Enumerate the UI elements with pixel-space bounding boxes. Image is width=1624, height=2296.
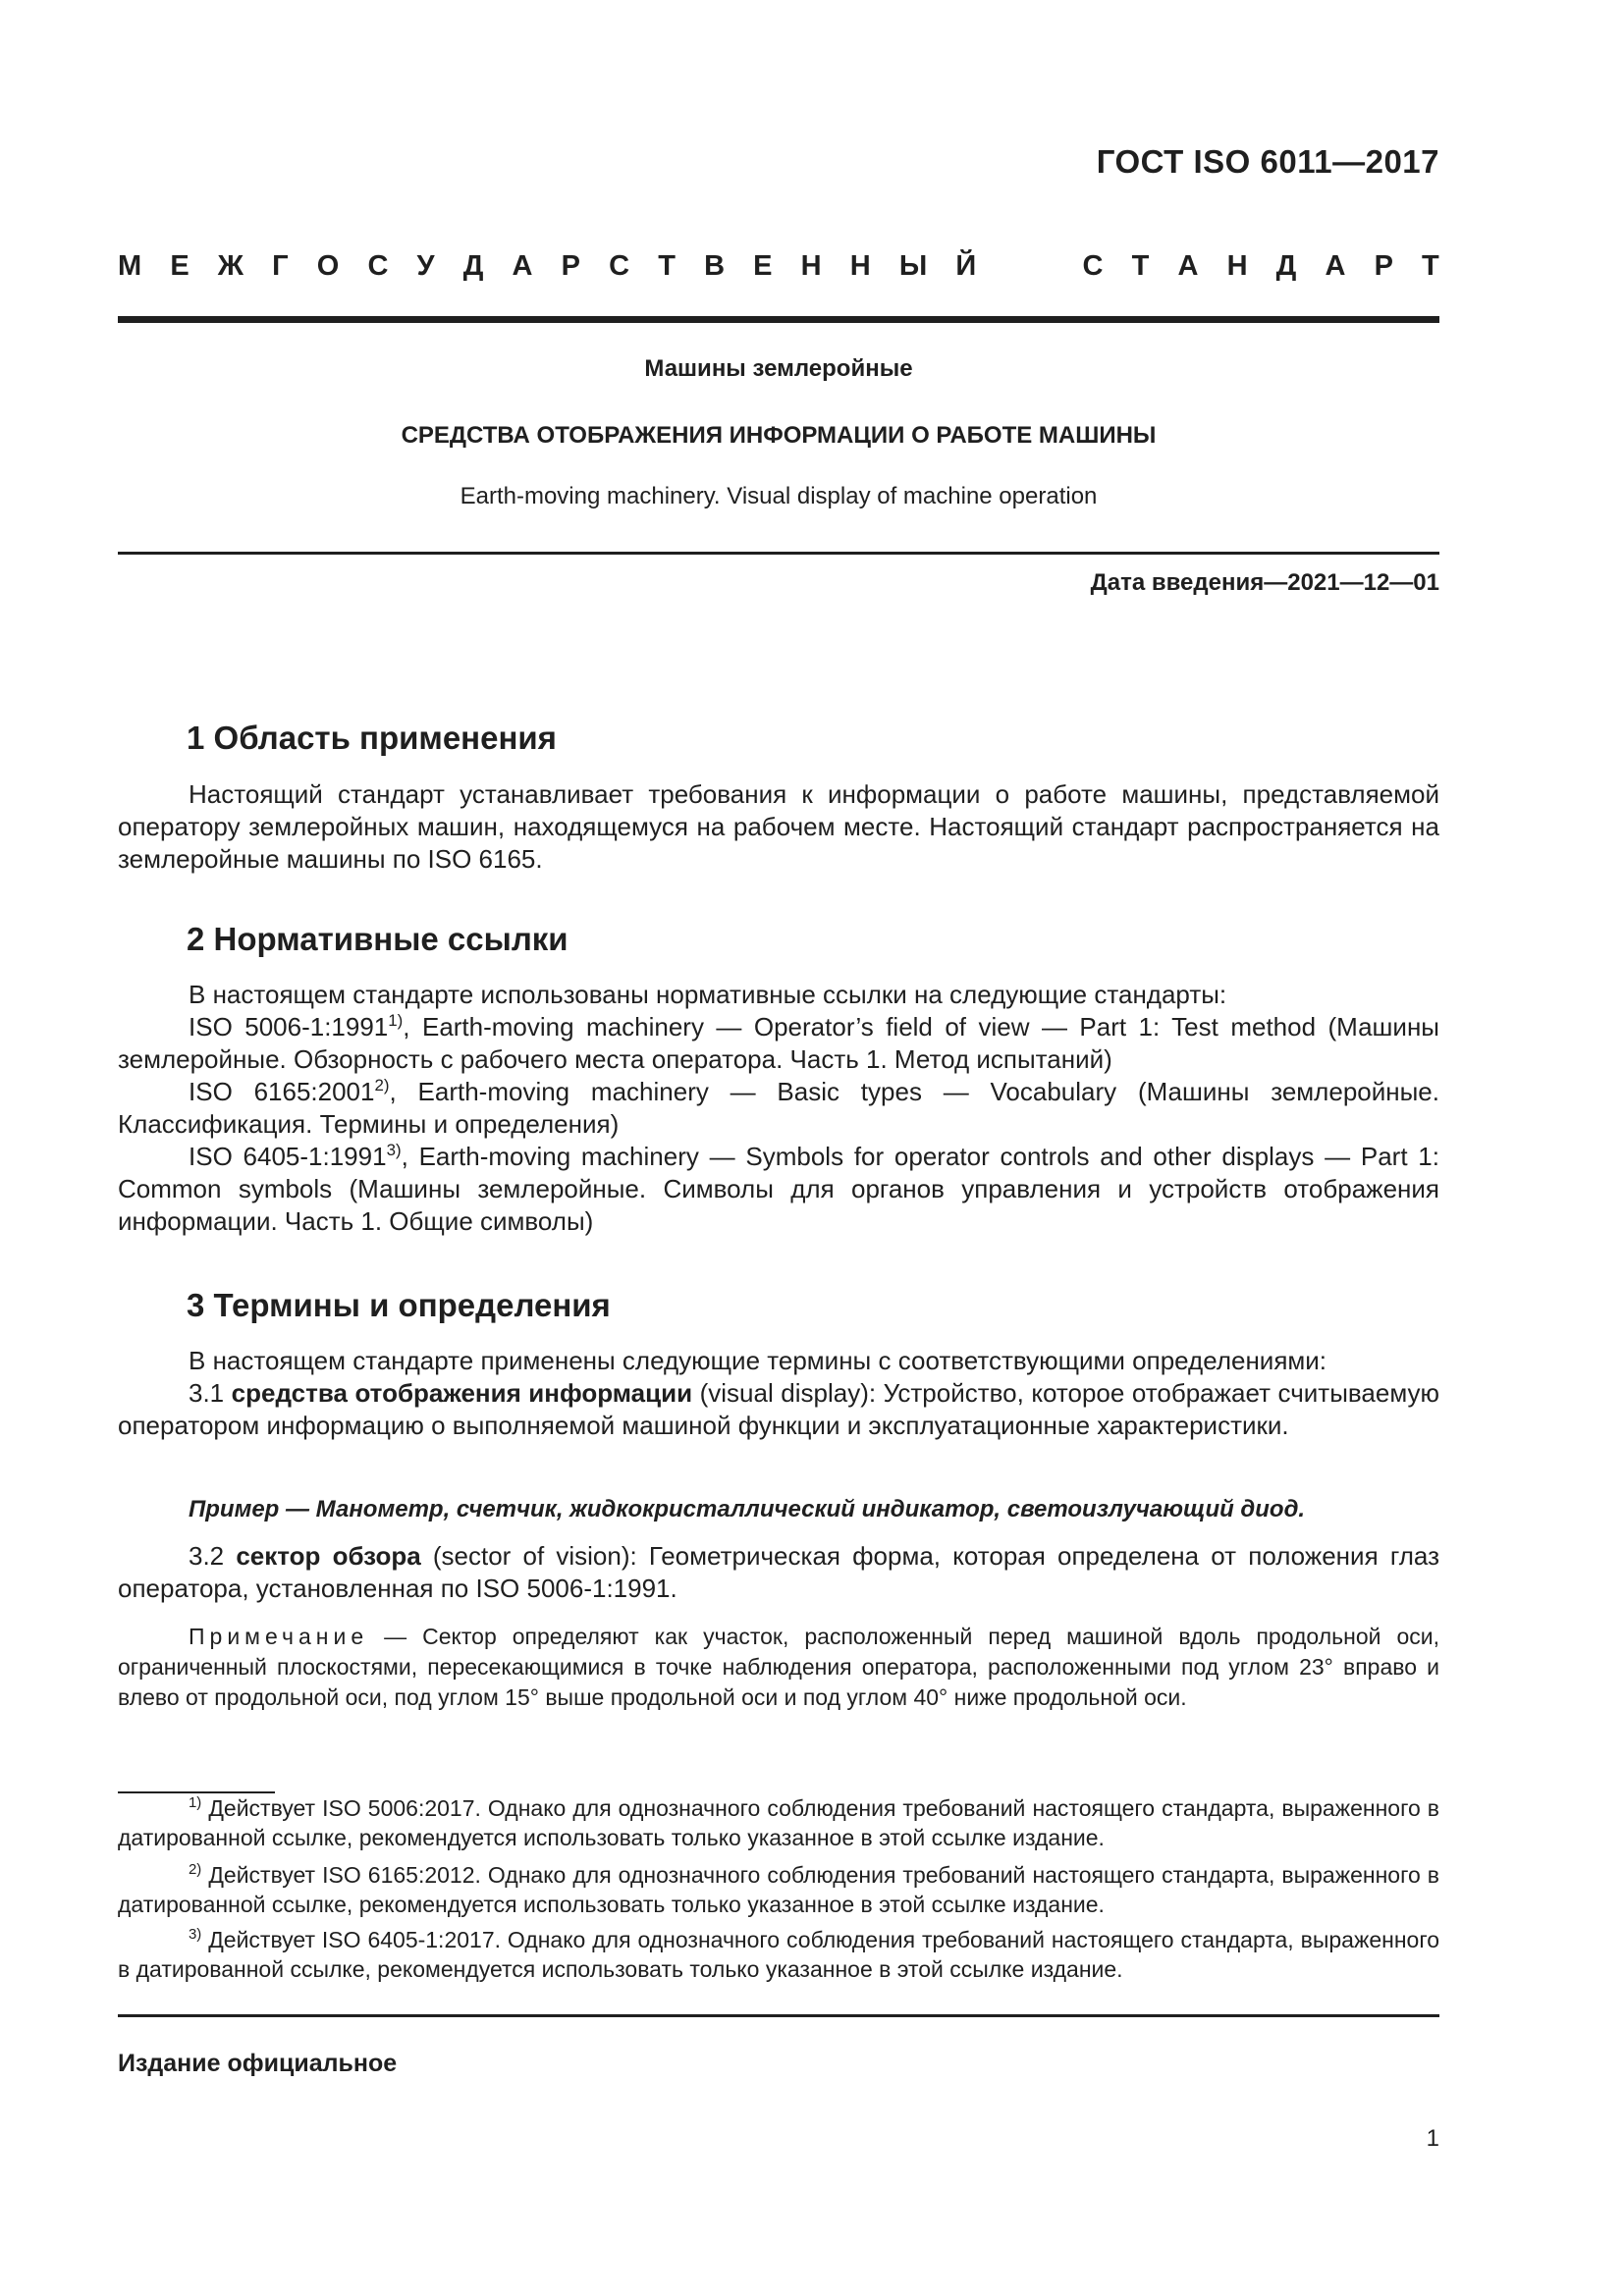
reference-code: ISO 5006-1:1991 [189, 1012, 389, 1041]
footnote-mark: 3) [189, 1926, 202, 1944]
footnote-text: Действует ISO 6165:2012. Однако для однозначного соблюдения требований настоящего стандарта, выраженного в датированной ссылке, рекомендуется использовать только указанное в этой ссылке издание. [118, 1862, 1439, 1917]
doc-subtitle: Машины землеройные [644, 355, 913, 382]
footnote [118, 1860, 1439, 1919]
banner-letter: А [1325, 250, 1346, 282]
banner-letter: Й [955, 250, 977, 282]
references-intro: В настоящем стандарте использованы нормативные ссылки на следующие стандарты: [189, 980, 1227, 1009]
banner-letter: Т [658, 250, 676, 282]
header-rule [118, 316, 1439, 323]
banner-gap [1004, 250, 1054, 283]
banner-letter: С [609, 250, 630, 282]
note-label: Примечание [189, 1624, 369, 1649]
banner-letter: Р [561, 250, 580, 282]
doc-title-english: Earth-moving machinery. Visual display of machine operation [460, 483, 1098, 509]
reference-item [118, 1141, 1439, 1238]
banner-letter: М [118, 250, 142, 282]
term-note [118, 1622, 1439, 1713]
banner-letter: Е [753, 250, 773, 282]
term-definition [118, 1377, 1439, 1442]
banner-letter: С [1082, 250, 1104, 282]
banner-letter: Д [1275, 250, 1297, 282]
reference-text: , Earth-moving machinery — Operator’s field of view — Part 1: Test method (Машины землеройные. Обзорность с рабочего места оператора. Часть 1. Метод испытаний) [118, 1012, 1439, 1074]
footnote-text: Действует ISO 5006:2017. Однако для однозначного соблюдения требований настоящего стандарта, выраженного в датированной ссылке, рекомендуется использовать только указанное в этой ссылке издание. [118, 1795, 1439, 1850]
banner-letter: Г [272, 250, 289, 282]
reference-code: ISO 6165:2001 [189, 1077, 375, 1106]
term-text: (visual display): Устройство, которое отображает считываемую оператором информацию о выполняемой машиной функции и эксплуатационные характеристики. [118, 1378, 1439, 1440]
banner-letter: Т [1131, 250, 1150, 282]
banner-letter: Н [849, 250, 871, 282]
banner-letter: Д [462, 250, 484, 282]
footnote-mark: 2) [374, 1075, 390, 1095]
footnote-mark: 2) [189, 1861, 202, 1879]
banner-letter: Р [1374, 250, 1393, 282]
reference-item [118, 1011, 1439, 1076]
term-number: 3.1 [189, 1378, 232, 1408]
banner-letter: Т [1422, 250, 1439, 282]
section-heading-terms: 3 Термины и определения [187, 1287, 611, 1323]
reference-text: , Earth-moving machinery — Symbols for operator controls and other displays — Part 1: Common symbols (Машины землеройные. Символы для органов управления и устройств отображения информации. Часть 1. Общие символы) [118, 1142, 1439, 1236]
footnote-mark: 1) [388, 1010, 404, 1030]
term-number: 3.2 [189, 1541, 237, 1571]
banner-letter: Ж [217, 250, 244, 282]
reference-text: , Earth-moving machinery — Basic types — Vocabulary (Машины землеройные. Классификация. Термины и определения) [118, 1077, 1439, 1139]
banner-letter: Е [170, 250, 189, 282]
term-definition [118, 1540, 1439, 1605]
doc-title: СРЕДСТВА ОТОБРАЖЕНИЯ ИНФОРМАЦИИ О РАБОТЕ МАШИНЫ [401, 422, 1157, 449]
term-name: средства отображения информации [231, 1378, 693, 1408]
banner-letter: В [704, 250, 726, 282]
reference-item [118, 1076, 1439, 1141]
title-rule [118, 552, 1439, 555]
term-name: сектор обзора [236, 1541, 421, 1571]
document-code: ГОСТ ISO 6011—2017 [1096, 143, 1439, 180]
footnote [118, 1925, 1439, 1984]
page-number: 1 [1426, 2125, 1439, 2152]
banner-letter: Н [1226, 250, 1248, 282]
note-text: — Сектор определяют как участок, расположенный перед машиной вдоль продольной оси, ограниченный плоскостями, пересекающимися в точке наблюдения оператора, расположенными под углом 23° вправо и влево от продольной оси, под углом 15° выше продольной оси и под углом 40° ниже продольной оси. [118, 1624, 1439, 1710]
terms-intro: В настоящем стандарте применены следующие термины с соответствующими определениями: [189, 1346, 1327, 1375]
term-example: Пример — Манометр, счетчик, жидкокристаллический индикатор, светоизлучающий диод. [189, 1496, 1306, 1522]
official-edition-label: Издание официальное [118, 2050, 398, 2077]
banner-letter: А [1177, 250, 1199, 282]
banner-letter: О [316, 250, 340, 282]
footnote [118, 1793, 1439, 1852]
term-text: (sector of vision): Геометрическая форма, которая определена от положения глаз оператора, установленная по ISO 5006-1:1991. [118, 1541, 1439, 1603]
footnote-text: Действует ISO 6405-1:2017. Однако для однозначного соблюдения требований настоящего стандарта, выраженного в датированной ссылке, рекомендуется использовать только указанное в этой ссылке издание. [118, 1927, 1439, 1982]
standard-banner [118, 250, 1439, 283]
banner-letter: Н [800, 250, 822, 282]
reference-code: ISO 6405-1:1991 [189, 1142, 387, 1171]
effective-date: Дата введения—2021—12—01 [1090, 569, 1439, 596]
banner-letter: С [367, 250, 389, 282]
section-heading-references: 2 Нормативные ссылки [187, 921, 568, 957]
section-heading-scope: 1 Область применения [187, 720, 557, 756]
footnote-mark: 1) [189, 1794, 202, 1812]
banner-letter: У [416, 250, 435, 282]
footnote-mark: 3) [386, 1140, 402, 1159]
footer-rule [118, 2014, 1439, 2017]
banner-letter: А [512, 250, 533, 282]
scope-paragraph: Настоящий стандарт устанавливает требования к информации о работе машины, представляемой оператору землеройных машин, находящемуся на рабочем месте. Настоящий стандарт распространяется на землеройные машины по ISO 6165. [118, 779, 1439, 874]
banner-letter: Ы [898, 250, 928, 282]
